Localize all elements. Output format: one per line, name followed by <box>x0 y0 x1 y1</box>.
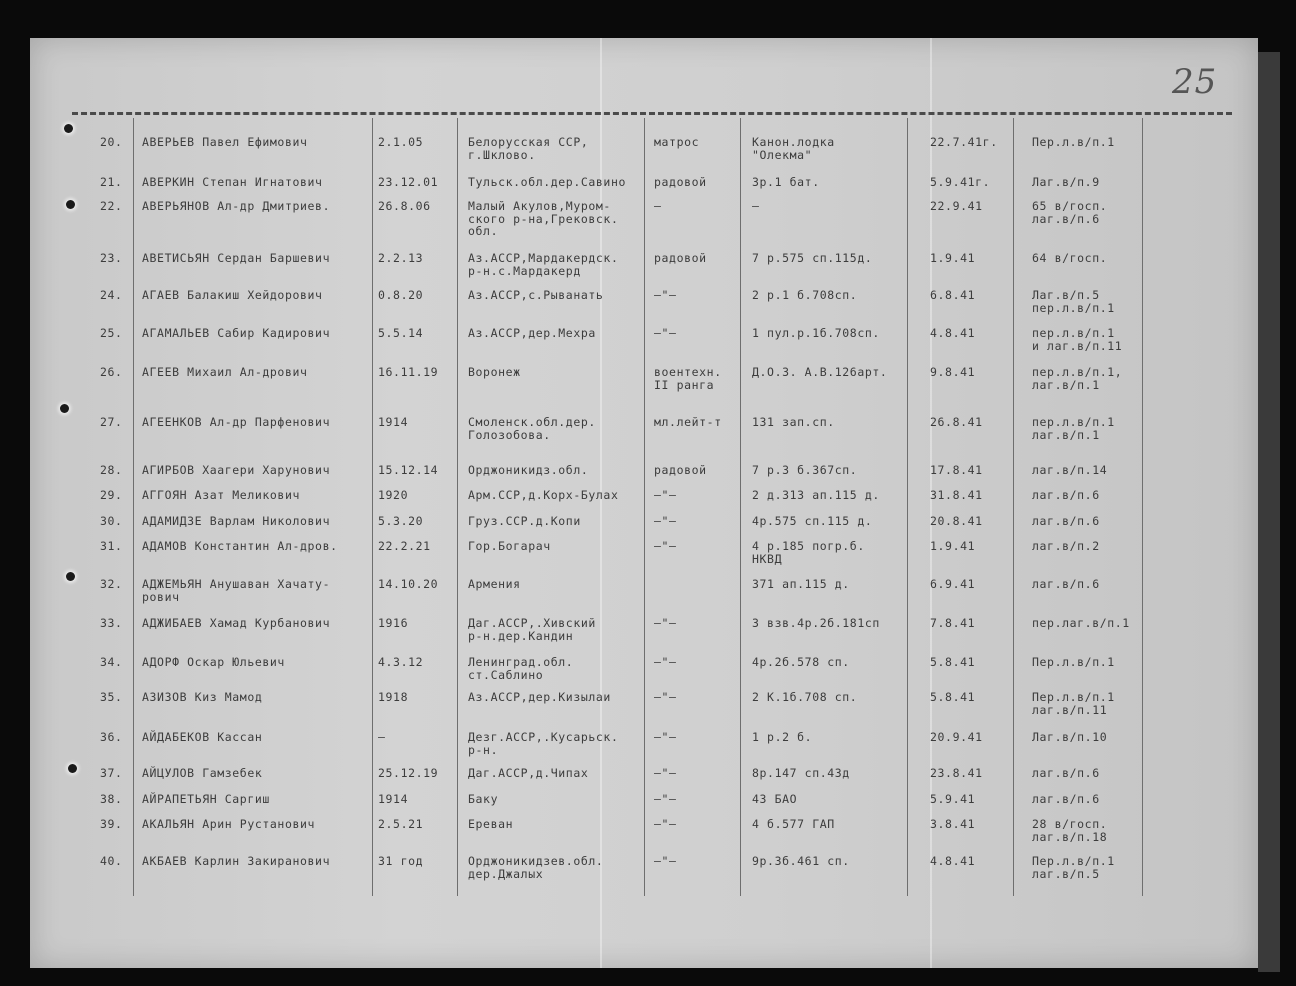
cell-name: АЙРАПЕТЬЯН Саргиш <box>142 792 270 806</box>
cell-dob: 26.8.06 <box>378 199 431 213</box>
cell-date: 31.8.41 <box>930 488 983 502</box>
cell-unit: 3 взв.4р.2б.181сп <box>752 616 880 630</box>
cell-fate: 65 в/госп. лаг.в/п.6 <box>1032 199 1108 226</box>
cell-place: Малый Акулов,Муром- ского р-на,Грековск. обл. <box>468 199 619 238</box>
cell-fate: Пер.л.в/п.1 лаг.в/п.5 <box>1032 854 1115 881</box>
cell-date: 6.9.41 <box>930 577 976 591</box>
cell-name: АГГОЯН Азат Меликович <box>142 488 300 502</box>
punch-hole <box>66 200 75 209</box>
cell-name: АГАЕВ Балакиш Хейдорович <box>142 288 323 302</box>
cell-date: 9.8.41 <box>930 365 976 379</box>
cell-rank: –"– <box>654 326 677 340</box>
cell-place: Даг.АССР,.Хивский р-н.дер.Кандин <box>468 616 596 643</box>
cell-num: 20. <box>100 135 123 149</box>
cell-fate: Пер.л.в/п.1 <box>1032 135 1115 149</box>
cell-name: АДЖИБАЕВ Хамад Курбанович <box>142 616 331 630</box>
cell-place: Груз.ССР.д.Копи <box>468 514 581 528</box>
cell-fate: 64 в/госп. <box>1032 251 1108 265</box>
cell-dob: 1918 <box>378 690 409 704</box>
cell-name: АКАЛЬЯН Арин Рустанович <box>142 817 316 831</box>
dashed-header-rule <box>72 112 1232 115</box>
cell-date: 5.9.41г. <box>930 175 991 189</box>
cell-place: Аз.АССР,с.Рыванать <box>468 288 604 302</box>
cell-date: 3.8.41 <box>930 817 976 831</box>
cell-dob: 2.5.21 <box>378 817 424 831</box>
cell-date: 5.8.41 <box>930 690 976 704</box>
cell-unit: 7 р.3 б.367сп. <box>752 463 858 477</box>
cell-num: 29. <box>100 488 123 502</box>
cell-date: 4.8.41 <box>930 854 976 868</box>
cell-place: Даг.АССР,д.Чипах <box>468 766 589 780</box>
cell-date: 1.9.41 <box>930 539 976 553</box>
cell-fate: пер.л.в/п.1 и лаг.в/п.11 <box>1032 326 1123 353</box>
cell-place: Ленинград.обл. ст.Саблино <box>468 655 574 682</box>
cell-fate: лаг.в/п.14 <box>1032 463 1108 477</box>
cell-rank: –"– <box>654 792 677 806</box>
cell-unit: 2 К.1б.708 сп. <box>752 690 858 704</box>
cell-unit: 1 пул.р.1б.708сп. <box>752 326 880 340</box>
cell-num: 28. <box>100 463 123 477</box>
cell-dob: 16.11.19 <box>378 365 439 379</box>
cell-num: 34. <box>100 655 123 669</box>
cell-place: Ереван <box>468 817 514 831</box>
cell-unit: 4 б.577 ГАП <box>752 817 835 831</box>
cell-dob: 2.2.13 <box>378 251 424 265</box>
cell-name: АГАМАЛЬЕВ Сабир Кадирович <box>142 326 331 340</box>
column-divider <box>372 118 373 896</box>
cell-rank: –"– <box>654 690 677 704</box>
cell-fate: пер.лаг.в/п.1 <box>1032 616 1130 630</box>
cell-place: Аз.АССР,дер.Мехра <box>468 326 596 340</box>
cell-place: Орджоникидзев.обл. дер.Джалых <box>468 854 604 881</box>
cell-unit: 4р.575 сп.115 д. <box>752 514 873 528</box>
page-number: 25 <box>1172 62 1218 102</box>
cell-date: 22.9.41 <box>930 199 983 213</box>
cell-fate: Лаг.в/п.9 <box>1032 175 1100 189</box>
cell-num: 25. <box>100 326 123 340</box>
cell-unit: – <box>752 199 760 213</box>
cell-num: 36. <box>100 730 123 744</box>
scanner-edge <box>1258 52 1280 972</box>
cell-num: 33. <box>100 616 123 630</box>
punch-hole <box>68 764 77 773</box>
cell-unit: Канон.лодка "Олекма" <box>752 135 835 162</box>
cell-num: 24. <box>100 288 123 302</box>
cell-name: АДАМИДЗЕ Варлам Николович <box>142 514 331 528</box>
punch-hole <box>66 572 75 581</box>
cell-name: АКБАЕВ Карлин Закиранович <box>142 854 331 868</box>
cell-unit: 4р.2б.578 сп. <box>752 655 850 669</box>
cell-dob: 1916 <box>378 616 409 630</box>
cell-dob: 23.12.01 <box>378 175 439 189</box>
cell-dob: 1920 <box>378 488 409 502</box>
cell-dob: 5.3.20 <box>378 514 424 528</box>
cell-place: Аз.АССР,Мардакердск. р-н.с.Мардакерд <box>468 251 619 278</box>
cell-name: АВЕРЬЕВ Павел Ефимович <box>142 135 308 149</box>
cell-num: 35. <box>100 690 123 704</box>
cell-name: АВЕТИСЬЯН Сердан Баршевич <box>142 251 331 265</box>
cell-unit: 3р.1 бат. <box>752 175 820 189</box>
cell-date: 7.8.41 <box>930 616 976 630</box>
cell-place: Орджоникидз.обл. <box>468 463 589 477</box>
cell-place: Дезг.АССР,.Кусарьск. р-н. <box>468 730 619 757</box>
cell-unit: 131 зап.сп. <box>752 415 835 429</box>
cell-date: 20.9.41 <box>930 730 983 744</box>
cell-name: АВЕРЬЯНОВ Ал-др Дмитриев. <box>142 199 331 213</box>
cell-fate: лаг.в/п.2 <box>1032 539 1100 553</box>
cell-unit: 8р.147 сп.43д <box>752 766 850 780</box>
cell-dob: 2.1.05 <box>378 135 424 149</box>
cell-date: 26.8.41 <box>930 415 983 429</box>
column-divider <box>907 118 908 896</box>
column-divider <box>133 118 134 896</box>
cell-rank: –"– <box>654 514 677 528</box>
cell-dob: 4.3.12 <box>378 655 424 669</box>
cell-rank: –"– <box>654 616 677 630</box>
cell-date: 1.9.41 <box>930 251 976 265</box>
column-divider <box>457 118 458 896</box>
cell-unit: 1 р.2 б. <box>752 730 813 744</box>
cell-num: 27. <box>100 415 123 429</box>
cell-date: 23.8.41 <box>930 766 983 780</box>
cell-rank: радовой <box>654 463 707 477</box>
cell-place: Арм.ССР,д.Корх-Булах <box>468 488 619 502</box>
cell-dob: 0.8.20 <box>378 288 424 302</box>
cell-num: 26. <box>100 365 123 379</box>
cell-name: АДЖЕМЬЯН Анушаван Хачату- рович <box>142 577 331 604</box>
cell-date: 5.8.41 <box>930 655 976 669</box>
cell-num: 31. <box>100 539 123 553</box>
cell-num: 23. <box>100 251 123 265</box>
column-divider <box>1142 118 1143 896</box>
cell-rank: –"– <box>654 488 677 502</box>
cell-place: Баку <box>468 792 499 806</box>
cell-num: 37. <box>100 766 123 780</box>
cell-name: АГИРБОВ Хаагери Харунович <box>142 463 331 477</box>
punch-hole <box>64 124 73 133</box>
cell-rank: радовой <box>654 251 707 265</box>
cell-fate: лаг.в/п.6 <box>1032 488 1100 502</box>
cell-unit: 9р.3б.461 сп. <box>752 854 850 868</box>
cell-num: 39. <box>100 817 123 831</box>
cell-dob: 31 год <box>378 854 424 868</box>
cell-num: 21. <box>100 175 123 189</box>
punch-hole <box>60 404 69 413</box>
cell-fate: Лаг.в/п.10 <box>1032 730 1108 744</box>
cell-name: АЙДАБЕКОВ Кассан <box>142 730 263 744</box>
cell-rank: –"– <box>654 730 677 744</box>
cell-rank: воентехн. II ранга <box>654 365 722 392</box>
cell-rank: –"– <box>654 655 677 669</box>
cell-dob: 1914 <box>378 792 409 806</box>
cell-dob: 22.2.21 <box>378 539 431 553</box>
cell-unit: 7 р.575 сп.115д. <box>752 251 873 265</box>
cell-place: Воронеж <box>468 365 521 379</box>
cell-num: 22. <box>100 199 123 213</box>
cell-place: Тульск.обл.дер.Савино <box>468 175 626 189</box>
cell-date: 20.8.41 <box>930 514 983 528</box>
cell-dob: 15.12.14 <box>378 463 439 477</box>
cell-name: АВЕРКИН Степан Игнатович <box>142 175 323 189</box>
cell-place: Белорусская ССР, г.Шклово. <box>468 135 589 162</box>
cell-place: Армения <box>468 577 521 591</box>
cell-num: 30. <box>100 514 123 528</box>
cell-num: 40. <box>100 854 123 868</box>
cell-date: 6.8.41 <box>930 288 976 302</box>
cell-name: АЗИЗОВ Киз Мамод <box>142 690 263 704</box>
cell-unit: 2 р.1 б.708сп. <box>752 288 858 302</box>
cell-fate: пер.л.в/п.1 лаг.в/п.1 <box>1032 415 1115 442</box>
cell-name: АДАМОВ Константин Ал-дров. <box>142 539 338 553</box>
column-divider <box>740 118 741 896</box>
cell-date: 5.9.41 <box>930 792 976 806</box>
cell-rank: –"– <box>654 854 677 868</box>
cell-date: 17.8.41 <box>930 463 983 477</box>
cell-unit: 4 р.185 погр.б. НКВД <box>752 539 865 566</box>
cell-place: Аз.АССР,дер.Кизылаи <box>468 690 611 704</box>
cell-num: 38. <box>100 792 123 806</box>
cell-name: АГЕЕВ Михаил Ал-дрович <box>142 365 308 379</box>
cell-fate: лаг.в/п.6 <box>1032 766 1100 780</box>
cell-rank: –"– <box>654 539 677 553</box>
cell-dob: 14.10.20 <box>378 577 439 591</box>
cell-name: АДОРФ Оскар Юльевич <box>142 655 285 669</box>
cell-rank: –"– <box>654 817 677 831</box>
cell-rank: матрос <box>654 135 700 149</box>
cell-dob: 5.5.14 <box>378 326 424 340</box>
cell-fate: Пер.л.в/п.1 лаг.в/п.11 <box>1032 690 1115 717</box>
cell-fate: лаг.в/п.6 <box>1032 514 1100 528</box>
cell-place: Гор.Богарач <box>468 539 551 553</box>
cell-unit: 43 БАО <box>752 792 798 806</box>
cell-fate: пер.л.в/п.1, лаг.в/п.1 <box>1032 365 1123 392</box>
column-divider <box>1013 118 1014 896</box>
cell-rank: –"– <box>654 766 677 780</box>
cell-date: 4.8.41 <box>930 326 976 340</box>
column-divider <box>644 118 645 896</box>
cell-rank: радовой <box>654 175 707 189</box>
cell-fate: Пер.л.в/п.1 <box>1032 655 1115 669</box>
cell-fate: Лаг.в/п.5 пер.л.в/п.1 <box>1032 288 1115 315</box>
cell-name: АЙЦУЛОВ Гамзебек <box>142 766 263 780</box>
cell-fate: лаг.в/п.6 <box>1032 792 1100 806</box>
cell-num: 32. <box>100 577 123 591</box>
cell-fate: 28 в/госп. лаг.в/п.18 <box>1032 817 1108 844</box>
cell-date: 22.7.41г. <box>930 135 998 149</box>
cell-rank: мл.лейт-т <box>654 415 722 429</box>
cell-dob: 25.12.19 <box>378 766 439 780</box>
cell-rank: – <box>654 199 662 213</box>
cell-place: Смоленск.обл.дер. Голозобова. <box>468 415 596 442</box>
cell-unit: 2 д.313 ап.115 д. <box>752 488 880 502</box>
cell-dob: 1914 <box>378 415 409 429</box>
cell-unit: Д.О.З. А.В.126арт. <box>752 365 888 379</box>
cell-name: АГЕЕНКОВ Ал-др Парфенович <box>142 415 331 429</box>
cell-fate: лаг.в/п.6 <box>1032 577 1100 591</box>
cell-rank: –"– <box>654 288 677 302</box>
cell-dob: – <box>378 730 386 744</box>
cell-unit: 371 ап.115 д. <box>752 577 850 591</box>
